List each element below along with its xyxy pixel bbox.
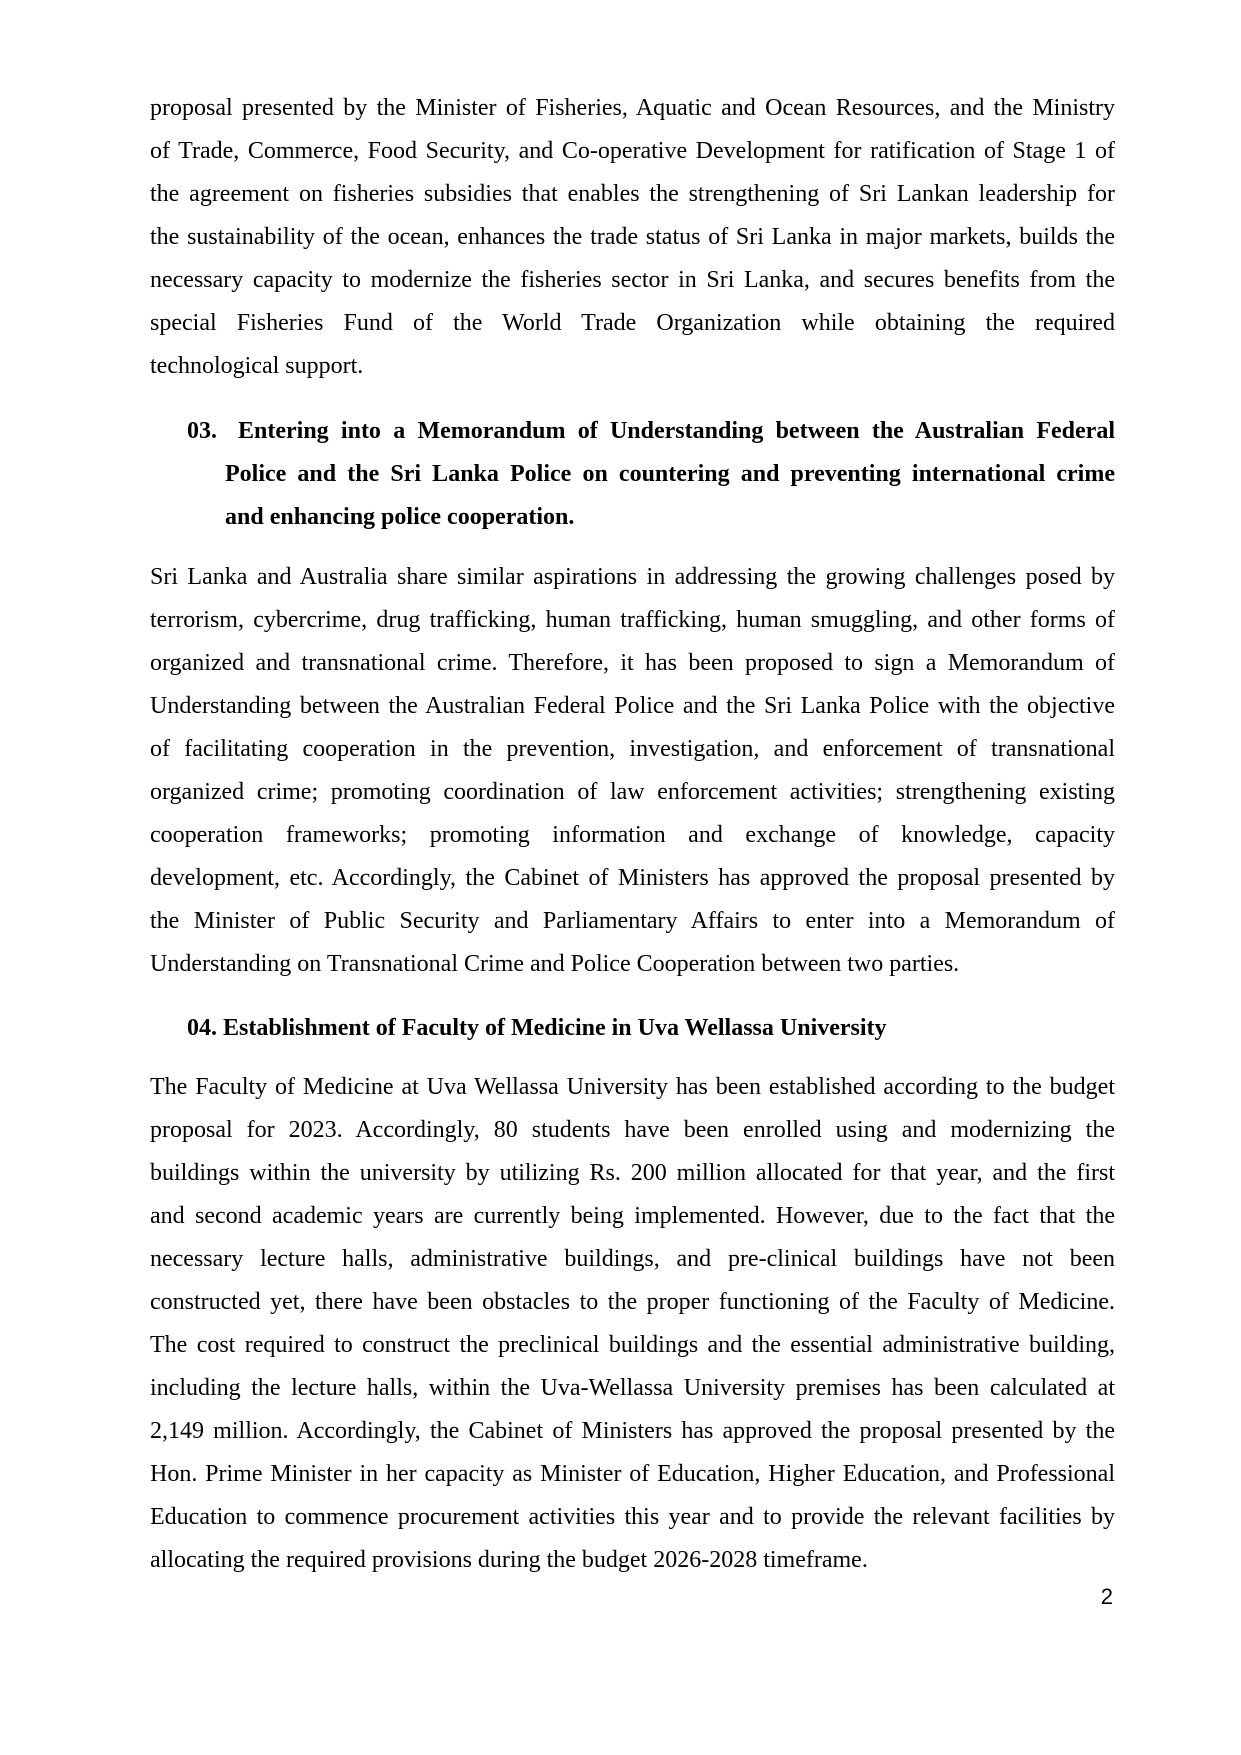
- text-line: including the lecture halls, within the Uva-Wellassa University premises has been calculated at: [150, 1375, 1115, 1401]
- page-number: 2: [1100, 1584, 1113, 1609]
- text-line: proposal for 2023. Accordingly, 80 students have been enrolled using and modernizing the: [150, 1117, 1115, 1143]
- text-line: of facilitating cooperation in the prevention, investigation, and enforcement of transnational: [150, 736, 1115, 762]
- text-line: the agreement on fisheries subsidies that enables the strengthening of Sri Lankan leadership for: [150, 181, 1115, 207]
- text-line: cooperation frameworks; promoting information and exchange of knowledge, capacity: [150, 822, 1115, 848]
- section-heading-04: [187, 1007, 1115, 1050]
- text-line: Sri Lanka and Australia share similar aspirations in addressing the growing challenges posed by: [150, 564, 1115, 590]
- paragraph-continuation: [150, 87, 1115, 388]
- text-line: and second academic years are currently being implemented. However, due to the fact that the: [150, 1203, 1115, 1229]
- text-line: of Trade, Commerce, Food Security, and Co-operative Development for ratification of Stage 1 of: [150, 138, 1115, 164]
- section-number: 04.: [187, 1015, 217, 1041]
- paragraph-police-mou: [150, 556, 1115, 986]
- section-heading-03: [187, 410, 1115, 539]
- text-line: Entering into a Memorandum of Understanding between the Australian Federal: [238, 418, 1115, 444]
- text-line: constructed yet, there have been obstacles to the proper functioning of the Faculty of Medicine.: [150, 1289, 1115, 1315]
- section-title: Establishment of Faculty of Medicine in Uva Wellassa University: [223, 1015, 887, 1041]
- text-line: 2,149 million. Accordingly, the Cabinet of Ministers has approved the proposal presented by the: [150, 1418, 1115, 1444]
- text-line: Hon. Prime Minister in her capacity as Minister of Education, Higher Education, and Professional: [150, 1461, 1115, 1487]
- section-number: 03.: [187, 418, 217, 444]
- text-line: organized crime; promoting coordination of law enforcement activities; strengthening existing: [150, 779, 1115, 805]
- text-line: buildings within the university by utilizing Rs. 200 million allocated for that year, and the first: [150, 1160, 1115, 1186]
- text-line: organized and transnational crime. Therefore, it has been proposed to sign a Memorandum of: [150, 650, 1115, 676]
- text-line: development, etc. Accordingly, the Cabinet of Ministers has approved the proposal presented by: [150, 865, 1115, 891]
- text-line: and enhancing police cooperation.: [225, 504, 575, 530]
- text-line: The cost required to construct the preclinical buildings and the essential administrative building,: [150, 1332, 1115, 1358]
- text-line: terrorism, cybercrime, drug trafficking, human trafficking, human smuggling, and other forms of: [150, 607, 1115, 633]
- text-line: the sustainability of the ocean, enhances the trade status of Sri Lanka in major markets, builds the: [150, 224, 1115, 250]
- text-line: necessary capacity to modernize the fisheries sector in Sri Lanka, and secures benefits from the: [150, 267, 1115, 293]
- text-line: Understanding between the Australian Federal Police and the Sri Lanka Police with the objective: [150, 693, 1115, 719]
- text-line: Police and the Sri Lanka Police on countering and preventing international crime: [225, 461, 1115, 487]
- text-line: The Faculty of Medicine at Uva Wellassa University has been established according to the budget: [150, 1074, 1115, 1100]
- text-line: the Minister of Public Security and Parliamentary Affairs to enter into a Memorandum of: [150, 908, 1115, 934]
- text-line: Understanding on Transnational Crime and Police Cooperation between two parties.: [150, 951, 960, 977]
- text-line: allocating the required provisions during the budget 2026-2028 timeframe.: [150, 1547, 868, 1573]
- text-line: proposal presented by the Minister of Fisheries, Aquatic and Ocean Resources, and the Ministry: [150, 95, 1115, 121]
- text-line: Education to commence procurement activities this year and to provide the relevant facilities by: [150, 1504, 1115, 1530]
- text-line: necessary lecture halls, administrative buildings, and pre-clinical buildings have not been: [150, 1246, 1115, 1272]
- text-line: special Fisheries Fund of the World Trade Organization while obtaining the required: [150, 310, 1115, 336]
- text-line: technological support.: [150, 353, 364, 379]
- section-title: [225, 410, 1115, 539]
- paragraph-faculty-of-medicine: [150, 1066, 1115, 1582]
